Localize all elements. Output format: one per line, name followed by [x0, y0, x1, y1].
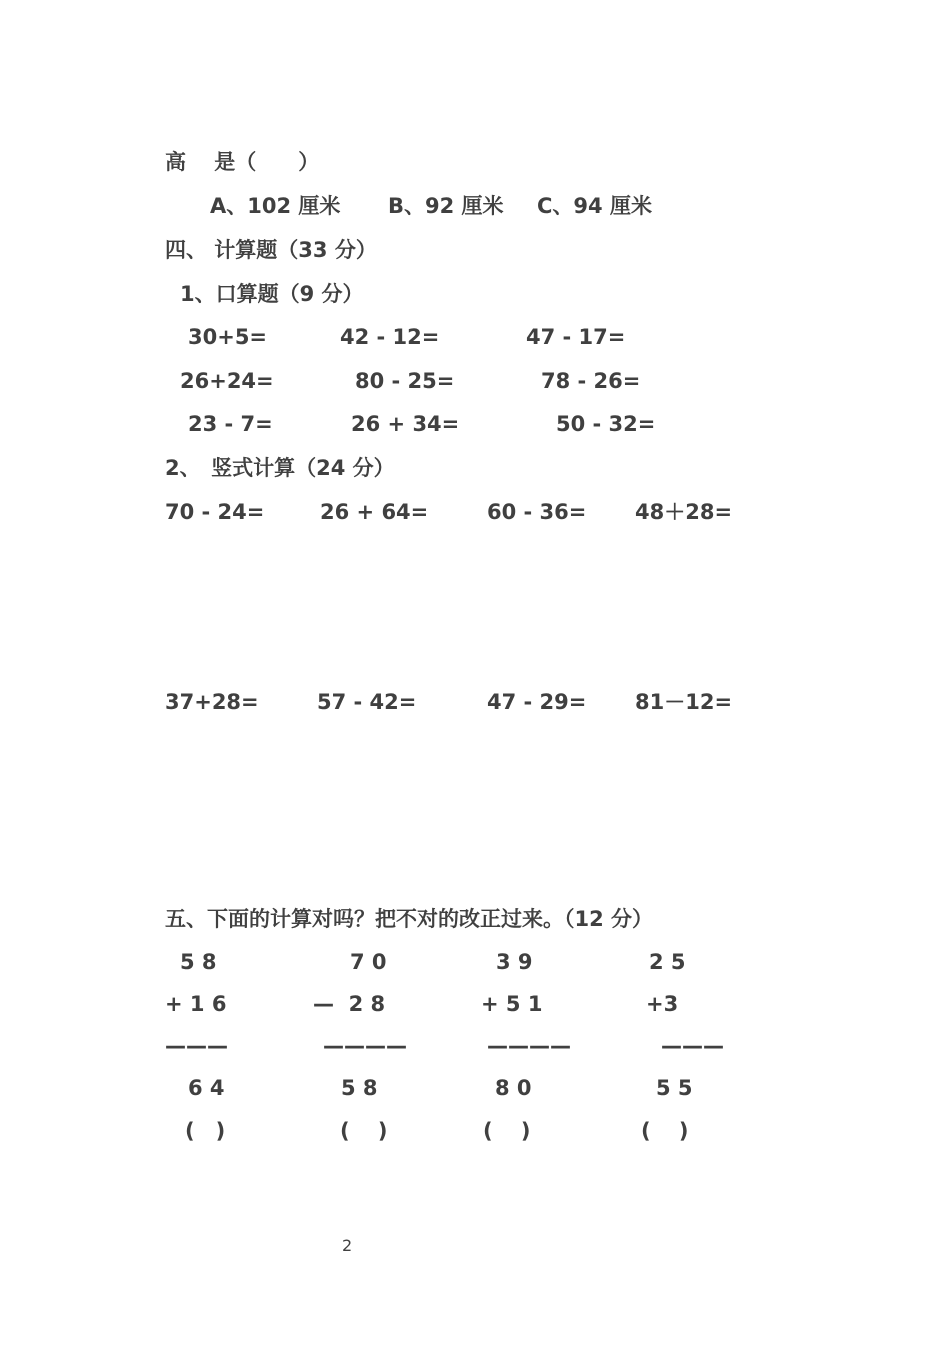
vertical-problem: 60 - 36=: [487, 500, 587, 524]
check-answer-blank[interactable]: ( ): [185, 1119, 226, 1143]
oral-problem: 30+5=: [188, 325, 268, 349]
oral-problem: 78 - 26=: [541, 369, 641, 393]
check-rule-line: ———: [661, 1034, 724, 1058]
check-answer-blank[interactable]: ( ): [340, 1119, 388, 1143]
vertical-calc-title: 2、 竖式计算（24 分）: [165, 456, 395, 480]
check-top-number: 5 8: [180, 950, 217, 974]
oral-problem: 42 - 12=: [340, 325, 440, 349]
vertical-problem: 26 + 64=: [320, 500, 429, 524]
check-result: 8 0: [495, 1076, 532, 1100]
check-top-number: 7 0: [350, 950, 387, 974]
check-answer-blank[interactable]: ( ): [641, 1119, 689, 1143]
check-result: 5 8: [341, 1076, 378, 1100]
question-stem: 高 是（ ）: [165, 150, 320, 174]
oral-calc-title: 1、口算题（9 分）: [180, 282, 364, 306]
section-4-title: 四、 计算题（33 分）: [165, 238, 377, 262]
check-operand: + 5 1: [481, 992, 543, 1016]
vertical-problem: 70 - 24=: [165, 500, 265, 524]
section-5-title: 五、下面的计算对吗？把不对的改正过来。（12 分）: [165, 907, 654, 931]
vertical-problem: 48＋28=: [635, 500, 733, 524]
check-operand: +3: [646, 992, 679, 1016]
check-result: 5 5: [656, 1076, 693, 1100]
check-top-number: 3 9: [496, 950, 533, 974]
vertical-problem: 57 - 42=: [317, 690, 417, 714]
oral-problem: 47 - 17=: [526, 325, 626, 349]
check-answer-blank[interactable]: ( ): [483, 1119, 531, 1143]
option-c: C、94 厘米: [537, 194, 652, 218]
oral-problem: 80 - 25=: [355, 369, 455, 393]
oral-problem: 26+24=: [180, 369, 274, 393]
check-operand: + 1 6: [165, 992, 227, 1016]
option-b: B、92 厘米: [388, 194, 504, 218]
oral-problem: 50 - 32=: [556, 412, 656, 436]
oral-problem: 23 - 7=: [188, 412, 273, 436]
check-rule-line: ————: [323, 1034, 407, 1058]
vertical-problem: 47 - 29=: [487, 690, 587, 714]
oral-problem: 26 + 34=: [351, 412, 460, 436]
option-a: A、102 厘米: [210, 194, 341, 218]
check-rule-line: ————: [487, 1034, 571, 1058]
page-number: 2: [342, 1236, 353, 1255]
check-operand: — 2 8: [313, 992, 386, 1016]
vertical-problem: 37+28=: [165, 690, 259, 714]
check-top-number: 2 5: [649, 950, 686, 974]
check-rule-line: ———: [165, 1034, 228, 1058]
check-result: 6 4: [188, 1076, 225, 1100]
vertical-problem: 81－12=: [635, 690, 733, 714]
